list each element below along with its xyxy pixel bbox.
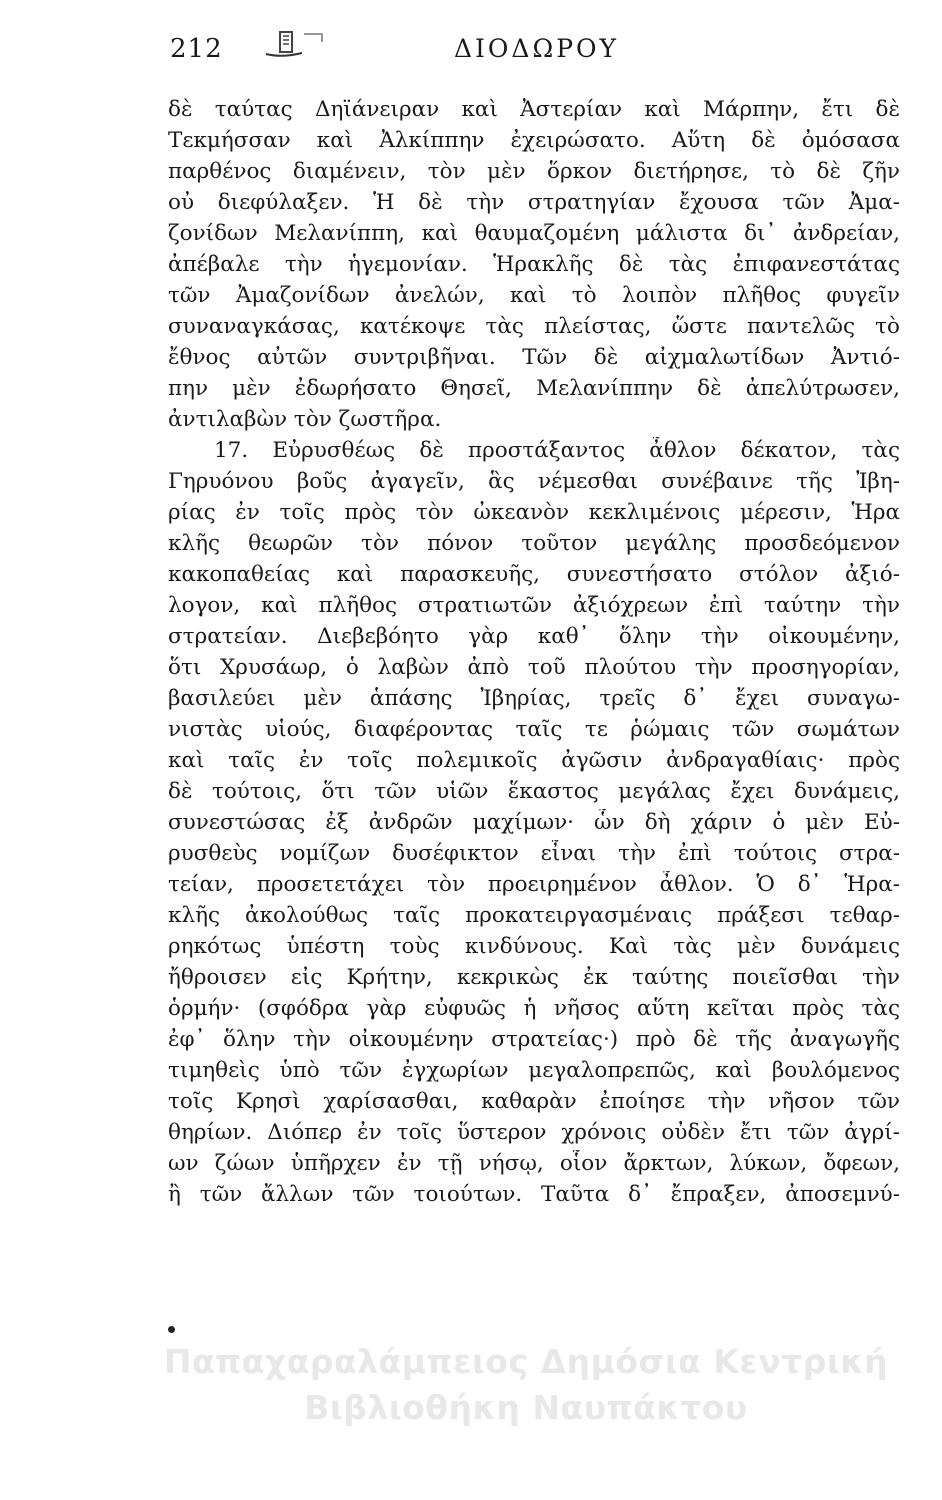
- text-line: καὶ ταῖς ἐν τοῖς πολεμικοῖς ἀγῶσιν ἀνδραγαθίαις· πρὸς: [168, 748, 900, 773]
- text-line: νιστὰς υἱούς, διαφέροντας ταῖς τε ῥώμαις τῶν σωμάτων: [168, 717, 900, 742]
- text-line: ρυσθεὺς νομίζων δυσέφικτον εἶναι τὴν ἐπὶ τούτοις στρα-: [168, 841, 900, 866]
- text-line: κακοπαθείας καὶ παρασκευῆς, συνεστήσατο στόλον ἀξιό-: [168, 562, 900, 587]
- text-line: κλῆς ἀκολούθως ταῖς προκατειργασμέναις πράξεσι τεθαρ-: [168, 903, 900, 928]
- library-watermark-line-1: Παπαχαραλάμπειος Δημόσια Κεντρική: [163, 1342, 889, 1381]
- text-line: τοῖς Κρησὶ χαρίσασθαι, καθαρὰν ἐποίησε τὴν νῆσον τῶν: [168, 1089, 900, 1114]
- text-line: ἔθνος αὐτῶν συντριβῆναι. Τῶν δὲ αἰχμαλωτίδων Ἀντιό-: [168, 345, 900, 370]
- text-line: πην μὲν ἐδωρήσατο Θησεῖ, Μελανίππην δὲ ἀπελύτρωσεν,: [168, 376, 900, 401]
- page-bullet-mark: [168, 1326, 175, 1333]
- text-line: ὁρμήν· (σφόδρα γὰρ εὐφυῶς ἡ νῆσος αὕτη κεῖται πρὸς τὰς: [168, 996, 900, 1021]
- text-line: τείαν, προσετετάχει τὸν προειρημένον ἆθλον. Ὁ δ᾽ Ἡρα-: [168, 872, 900, 897]
- text-line: θηρίων. Διόπερ ἐν τοῖς ὕστερον χρόνοις οὐδὲν ἔτι τῶν ἀγρί-: [168, 1120, 900, 1145]
- text-line: ὅτι Χρυσάωρ, ὁ λαβὼν ἀπὸ τοῦ πλούτου τὴν προσηγορίαν,: [168, 655, 900, 680]
- text-line: συνεστώσας ἐξ ἀνδρῶν μαχίμων· ὧν δὴ χάριν ὁ μὲν Εὐ-: [168, 810, 900, 835]
- running-title: ΔΙΟΔΩΡΟΥ: [454, 34, 620, 63]
- text-line: τιμηθεὶς ὑπὸ τῶν ἐγχωρίων μεγαλοπρεπῶς, καὶ βουλόμενος: [168, 1058, 900, 1083]
- text-line: ων ζώων ὑπῆρχεν ἐν τῇ νήσῳ, οἷον ἄρκτων, λύκων, ὄφεων,: [168, 1151, 900, 1176]
- text-line: ζονίδων Μελανίππη, καὶ θαυμαζομένη μάλιστα δι᾽ ἀνδρείαν,: [168, 221, 900, 246]
- library-watermark-line-2: Βιβλιοθήκη Ναυπάκτου: [304, 1388, 748, 1427]
- text-line: ρηκότως ὑπέστη τοὺς κινδύνους. Καὶ τὰς μὲν δυνάμεις: [168, 934, 900, 959]
- text-line: κλῆς θεωρῶν τὸν πόνον τοῦτον μεγάλης προσδεόμενον: [168, 531, 900, 556]
- text-line: ἀπέβαλε τὴν ἡγεμονίαν. Ἡρακλῆς δὲ τὰς ἐπιφανεστάτας: [168, 252, 900, 277]
- text-line: συναναγκάσας, κατέκοψε τὰς πλείστας, ὥστε παντελῶς τὸ: [168, 314, 900, 339]
- text-line: δὲ τούτοις, ὅτι τῶν υἱῶν ἕκαστος μεγάλας ἔχει δυνάμεις,: [168, 779, 900, 804]
- text-line: βασιλεύει μὲν ἁπάσης Ἰβηρίας, τρεῖς δ᾽ ἔχει συναγω-: [168, 686, 900, 711]
- text-line: ἀντιλαβὼν τὸν ζωστῆρα.: [168, 407, 442, 432]
- text-line: ἐφ᾽ ὅλην τὴν οἰκουμένην στρατείας·) πρὸ δὲ τῆς ἀναγωγῆς: [168, 1027, 900, 1052]
- text-line: ρίας ἐν τοῖς πρὸς τὸν ὠκεανὸν κεκλιμένοις μέρεσιν, Ἡρα: [168, 500, 900, 525]
- text-line: στρατείαν. Διεβεβόητο γὰρ καθ᾽ ὅλην τὴν οἰκουμένην,: [168, 624, 900, 649]
- text-line: δὲ ταύτας Δηϊάνειραν καὶ Ἀστερίαν καὶ Μάρπην, ἔτι δὲ: [168, 97, 900, 122]
- text-line: ἢ τῶν ἄλλων τῶν τοιούτων. Ταῦτα δ᾽ ἔπραξεν, ἀποσεμνύ-: [168, 1182, 900, 1207]
- text-line: παρθένος διαμένειν, τὸν μὲν ὅρκον διετήρησε, τὸ δὲ ζῆν: [168, 159, 900, 184]
- text-line: Τεκμήσσαν καὶ Ἀλκίππην ἐχειρώσατο. Αὕτη δὲ ὀμόσασα: [168, 128, 900, 153]
- section-start-line: 17. Εὐρυσθέως δὲ προστάξαντος ἆθλον δέκατον, τὰς: [214, 438, 900, 463]
- text-line: λογον, καὶ πλῆθος στρατιωτῶν ἀξιόχρεων ἐπὶ ταύτην τὴν: [168, 593, 900, 618]
- text-line: οὐ διεφύλαξεν. Ἡ δὲ τὴν στρατηγίαν ἔχουσα τῶν Ἀμα-: [168, 190, 900, 215]
- text-line: ἤθροισεν εἰς Κρήτην, κεκρικὼς ἐκ ταύτης ποιεῖσθαι τὴν: [168, 965, 900, 990]
- text-line: Γηρυόνου βοῦς ἀγαγεῖν, ἃς νέμεσθαι συνέβαινε τῆς Ἰβη-: [168, 469, 900, 494]
- text-line: τῶν Ἀμαζονίδων ἀνελών, καὶ τὸ λοιπὸν πλῆθος φυγεῖν: [168, 283, 900, 308]
- page-number: 212: [170, 34, 223, 64]
